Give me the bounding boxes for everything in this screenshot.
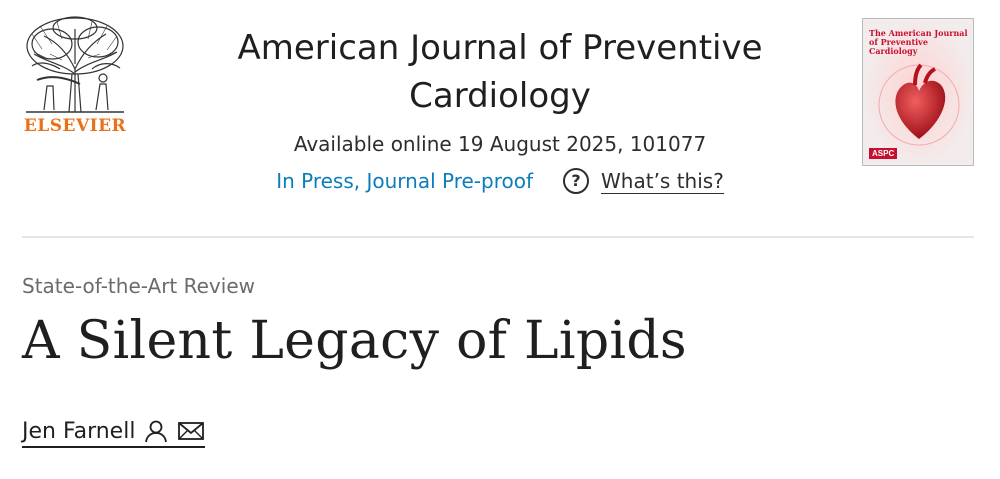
question-circle-icon: ? [563, 168, 589, 194]
journal-title[interactable]: American Journal of Preventive Cardiology [237, 28, 763, 116]
header-divider [22, 236, 974, 238]
elsevier-wordmark: ELSEVIER [23, 116, 127, 136]
article-status-row [180, 166, 820, 196]
cover-aspc-badge: ASPC [869, 148, 897, 159]
whats-this-label: What’s this? [601, 168, 724, 193]
in-press-link[interactable]: In Press, Journal Pre-proof [276, 169, 534, 193]
article-type-label: State-of-the-Art Review [22, 274, 255, 298]
journal-header [180, 24, 820, 196]
whats-this-button[interactable] [563, 168, 724, 194]
journal-cover-thumbnail[interactable] [862, 18, 974, 166]
article-title: A Silent Legacy of Lipids [22, 311, 687, 371]
elsevier-logo[interactable] [22, 14, 128, 138]
author-link[interactable] [22, 418, 205, 448]
person-icon [143, 418, 169, 444]
author-name: Jen Farnell [22, 418, 136, 444]
available-online-date: Available online 19 August 2025, 101077 [293, 132, 707, 156]
elsevier-tree-icon [22, 14, 128, 114]
cover-title: The American Journal of Preventive Cardiology [869, 28, 968, 56]
envelope-icon [177, 418, 205, 444]
